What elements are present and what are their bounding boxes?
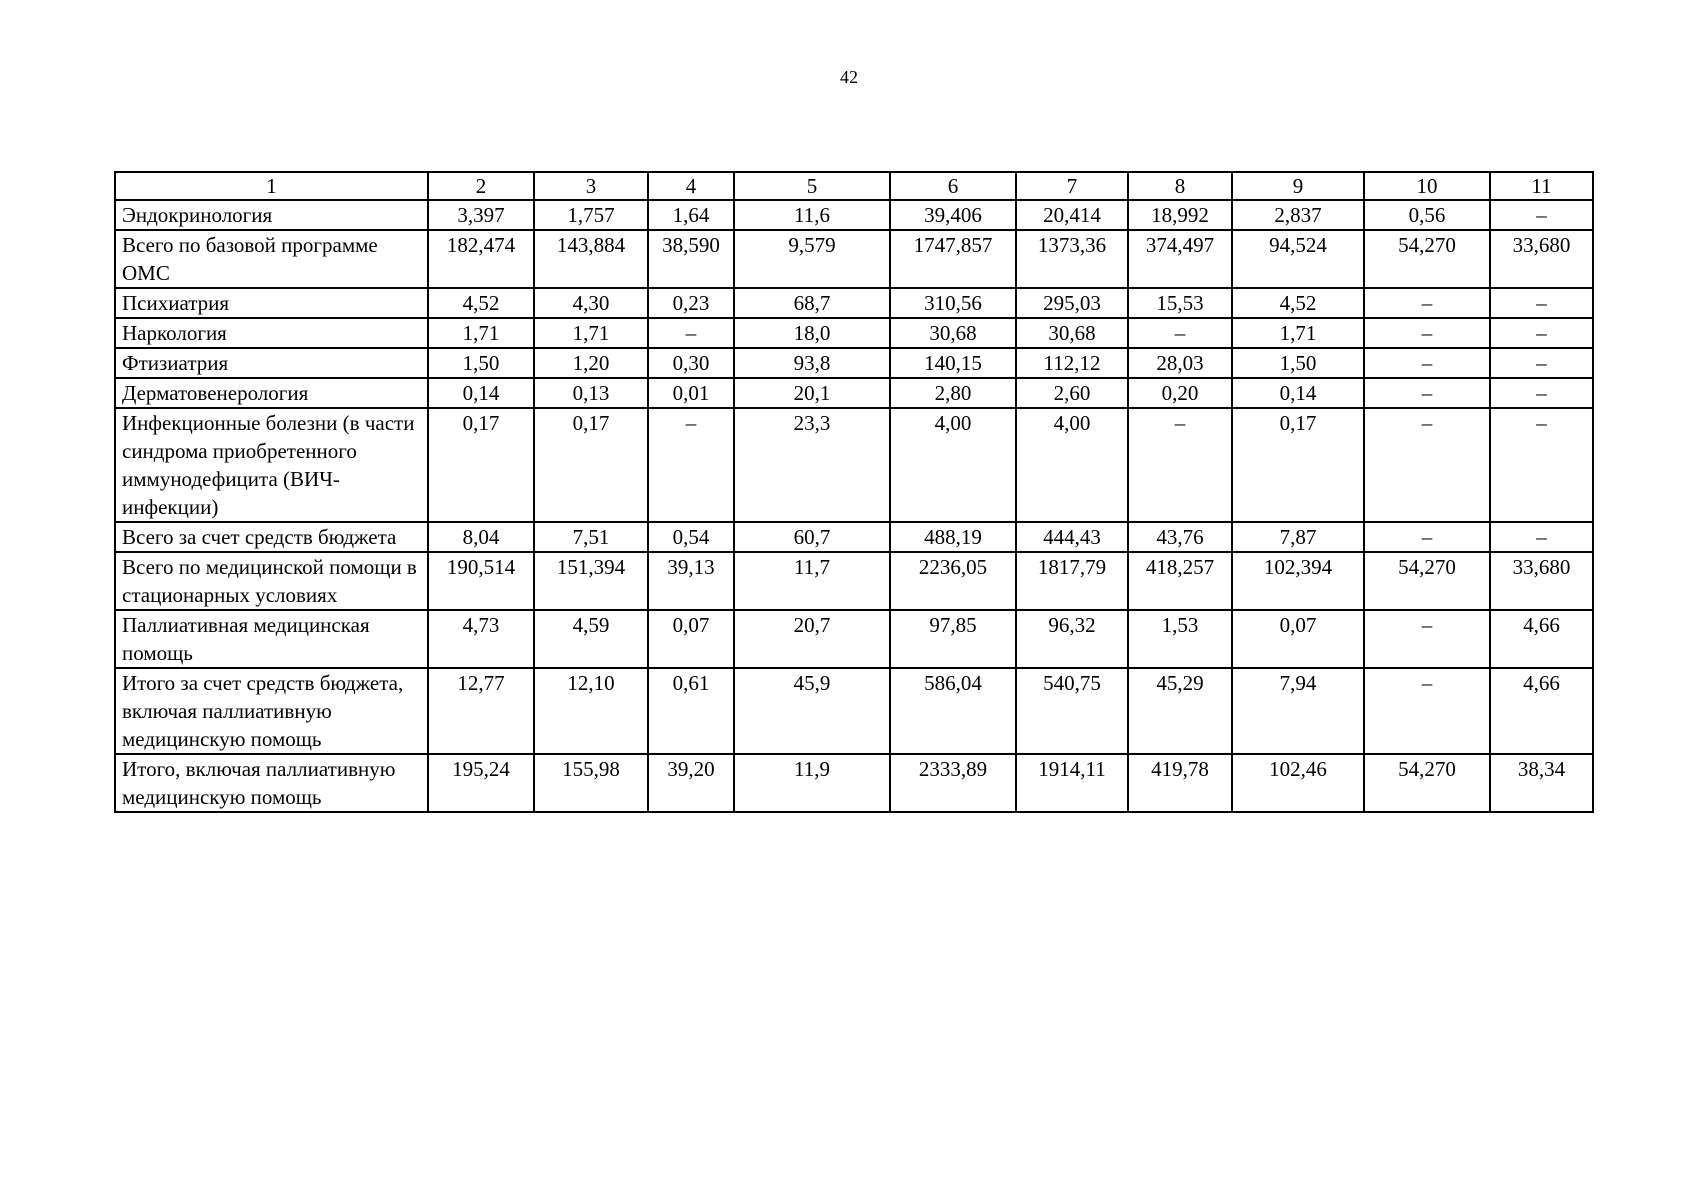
table-cell: 488,19 [890, 522, 1016, 552]
table-cell: 1,20 [534, 348, 648, 378]
table-cell: 418,257 [1128, 552, 1232, 610]
table-cell: 112,12 [1016, 348, 1128, 378]
table-row [115, 552, 1593, 610]
row-label: Паллиативная медицинская помощь [115, 610, 428, 668]
table-cell: 0,23 [648, 288, 734, 318]
row-label: Итого за счет средств бюджета, включая паллиативную медицинскую помощь [115, 668, 428, 754]
table-cell: 4,73 [428, 610, 534, 668]
table-cell: – [1490, 378, 1593, 408]
table-cell: – [1490, 288, 1593, 318]
table-cell: 15,53 [1128, 288, 1232, 318]
table-cell: 0,07 [648, 610, 734, 668]
table-cell: 96,32 [1016, 610, 1128, 668]
table-cell: 1,71 [534, 318, 648, 348]
table-cell: 0,01 [648, 378, 734, 408]
table-cell: 0,17 [1232, 408, 1364, 522]
table-row [115, 754, 1593, 812]
table-cell: 1,71 [1232, 318, 1364, 348]
row-label: Наркология [115, 318, 428, 348]
table-cell: 0,14 [428, 378, 534, 408]
table-cell: 18,0 [734, 318, 890, 348]
table-cell: – [1490, 200, 1593, 230]
table-cell: 374,497 [1128, 230, 1232, 288]
column-header-9: 9 [1232, 172, 1364, 200]
column-header-2: 2 [428, 172, 534, 200]
table-cell: 54,270 [1364, 754, 1490, 812]
table-cell: 20,7 [734, 610, 890, 668]
table-cell: 54,270 [1364, 552, 1490, 610]
column-header-4: 4 [648, 172, 734, 200]
table-cell: – [1364, 668, 1490, 754]
table-cell: 1,71 [428, 318, 534, 348]
table-cell: 0,14 [1232, 378, 1364, 408]
table-cell: 8,04 [428, 522, 534, 552]
table-cell: – [1128, 408, 1232, 522]
table-row [115, 610, 1593, 668]
table-cell: 1,50 [1232, 348, 1364, 378]
table-cell: 45,29 [1128, 668, 1232, 754]
table-cell: 444,43 [1016, 522, 1128, 552]
table-cell: 4,66 [1490, 668, 1593, 754]
table-cell: 7,51 [534, 522, 648, 552]
column-header-8: 8 [1128, 172, 1232, 200]
table-cell: 60,7 [734, 522, 890, 552]
table-row [115, 288, 1593, 318]
table-cell: 2236,05 [890, 552, 1016, 610]
column-header-10: 10 [1364, 172, 1490, 200]
page-number: 42 [840, 67, 858, 87]
column-header-5: 5 [734, 172, 890, 200]
table-cell: 0,56 [1364, 200, 1490, 230]
table-cell: 295,03 [1016, 288, 1128, 318]
table-cell: – [1490, 408, 1593, 522]
row-label: Психиатрия [115, 288, 428, 318]
table-cell: 102,394 [1232, 552, 1364, 610]
table-cell: 195,24 [428, 754, 534, 812]
table-cell: 4,66 [1490, 610, 1593, 668]
column-header-11: 11 [1490, 172, 1593, 200]
row-label: Дерматовенерология [115, 378, 428, 408]
table-cell: 28,03 [1128, 348, 1232, 378]
table-cell: 310,56 [890, 288, 1016, 318]
table-cell: 9,579 [734, 230, 890, 288]
table-cell: 38,34 [1490, 754, 1593, 812]
table-cell: 3,397 [428, 200, 534, 230]
table-cell: 12,77 [428, 668, 534, 754]
table-cell: 155,98 [534, 754, 648, 812]
table-cell: 0,30 [648, 348, 734, 378]
table-cell: 4,00 [890, 408, 1016, 522]
table-cell: 30,68 [1016, 318, 1128, 348]
table-cell: 33,680 [1490, 552, 1593, 610]
table-row [115, 348, 1593, 378]
table-cell: 2,60 [1016, 378, 1128, 408]
table-cell: 1914,11 [1016, 754, 1128, 812]
table-cell: 11,7 [734, 552, 890, 610]
table-cell: 0,07 [1232, 610, 1364, 668]
table-cell: 4,52 [428, 288, 534, 318]
table-cell: 23,3 [734, 408, 890, 522]
table-cell: – [1364, 522, 1490, 552]
table-cell: 151,394 [534, 552, 648, 610]
table-cell: – [1364, 348, 1490, 378]
table-cell: 20,1 [734, 378, 890, 408]
table-row [115, 378, 1593, 408]
column-header-6: 6 [890, 172, 1016, 200]
table-cell: 1,50 [428, 348, 534, 378]
row-label: Инфекционные болезни (в части синдрома приобретенного иммунодефицита (ВИЧ-инфекции) [115, 408, 428, 522]
table-cell: 1,64 [648, 200, 734, 230]
table-cell: 4,30 [534, 288, 648, 318]
table-cell: – [1490, 348, 1593, 378]
row-label: Всего за счет средств бюджета [115, 522, 428, 552]
table-cell: 4,52 [1232, 288, 1364, 318]
table-cell: 4,59 [534, 610, 648, 668]
table-cell: 4,00 [1016, 408, 1128, 522]
table-cell: 182,474 [428, 230, 534, 288]
table-cell: 1,53 [1128, 610, 1232, 668]
data-table [114, 171, 1594, 813]
table-cell: – [1364, 318, 1490, 348]
table-cell: 20,414 [1016, 200, 1128, 230]
table-cell: 68,7 [734, 288, 890, 318]
table-cell: 0,61 [648, 668, 734, 754]
table-cell: 33,680 [1490, 230, 1593, 288]
table-cell: 45,9 [734, 668, 890, 754]
table-cell: 0,13 [534, 378, 648, 408]
table-cell: 0,54 [648, 522, 734, 552]
table-cell: 143,884 [534, 230, 648, 288]
table-row [115, 668, 1593, 754]
table-cell: 540,75 [1016, 668, 1128, 754]
table-cell: 38,590 [648, 230, 734, 288]
table-row [115, 200, 1593, 230]
table-cell: – [648, 318, 734, 348]
table-cell: 93,8 [734, 348, 890, 378]
table-cell: 43,76 [1128, 522, 1232, 552]
table-cell: 11,6 [734, 200, 890, 230]
table-cell: – [648, 408, 734, 522]
table-cell: 11,9 [734, 754, 890, 812]
table-cell: 2333,89 [890, 754, 1016, 812]
row-label: Всего по базовой программе ОМС [115, 230, 428, 288]
column-header-1: 1 [115, 172, 428, 200]
table-row [115, 522, 1593, 552]
table-cell: – [1364, 378, 1490, 408]
column-header-3: 3 [534, 172, 648, 200]
table-cell: 1817,79 [1016, 552, 1128, 610]
row-label: Всего по медицинской помощи в стационарных условиях [115, 552, 428, 610]
table-cell: 586,04 [890, 668, 1016, 754]
column-header-7: 7 [1016, 172, 1128, 200]
table-cell: 18,992 [1128, 200, 1232, 230]
table-cell: 94,524 [1232, 230, 1364, 288]
table-cell: 1373,36 [1016, 230, 1128, 288]
table-cell: 1,757 [534, 200, 648, 230]
table-cell: 0,17 [428, 408, 534, 522]
table-cell: 2,837 [1232, 200, 1364, 230]
table-cell: 54,270 [1364, 230, 1490, 288]
row-label: Итого, включая паллиативную медицинскую помощь [115, 754, 428, 812]
table-cell: 7,94 [1232, 668, 1364, 754]
table-cell: 102,46 [1232, 754, 1364, 812]
table-cell: 2,80 [890, 378, 1016, 408]
table-row [115, 318, 1593, 348]
table-cell: 140,15 [890, 348, 1016, 378]
table-cell: 0,17 [534, 408, 648, 522]
table-cell: – [1490, 318, 1593, 348]
table-cell: – [1364, 610, 1490, 668]
table-cell: 39,20 [648, 754, 734, 812]
header-row [115, 172, 1593, 200]
table-cell: 7,87 [1232, 522, 1364, 552]
row-label: Эндокринология [115, 200, 428, 230]
table-cell: – [1364, 408, 1490, 522]
table-cell: 39,13 [648, 552, 734, 610]
table-cell: 30,68 [890, 318, 1016, 348]
table-row [115, 230, 1593, 288]
table-cell: 97,85 [890, 610, 1016, 668]
table-cell: – [1364, 288, 1490, 318]
table-cell: 39,406 [890, 200, 1016, 230]
table-cell: 0,20 [1128, 378, 1232, 408]
row-label: Фтизиатрия [115, 348, 428, 378]
table-cell: 419,78 [1128, 754, 1232, 812]
table-cell: 12,10 [534, 668, 648, 754]
table-cell: 1747,857 [890, 230, 1016, 288]
table-cell: – [1490, 522, 1593, 552]
table-cell: 190,514 [428, 552, 534, 610]
table-cell: – [1128, 318, 1232, 348]
table-row [115, 408, 1593, 522]
